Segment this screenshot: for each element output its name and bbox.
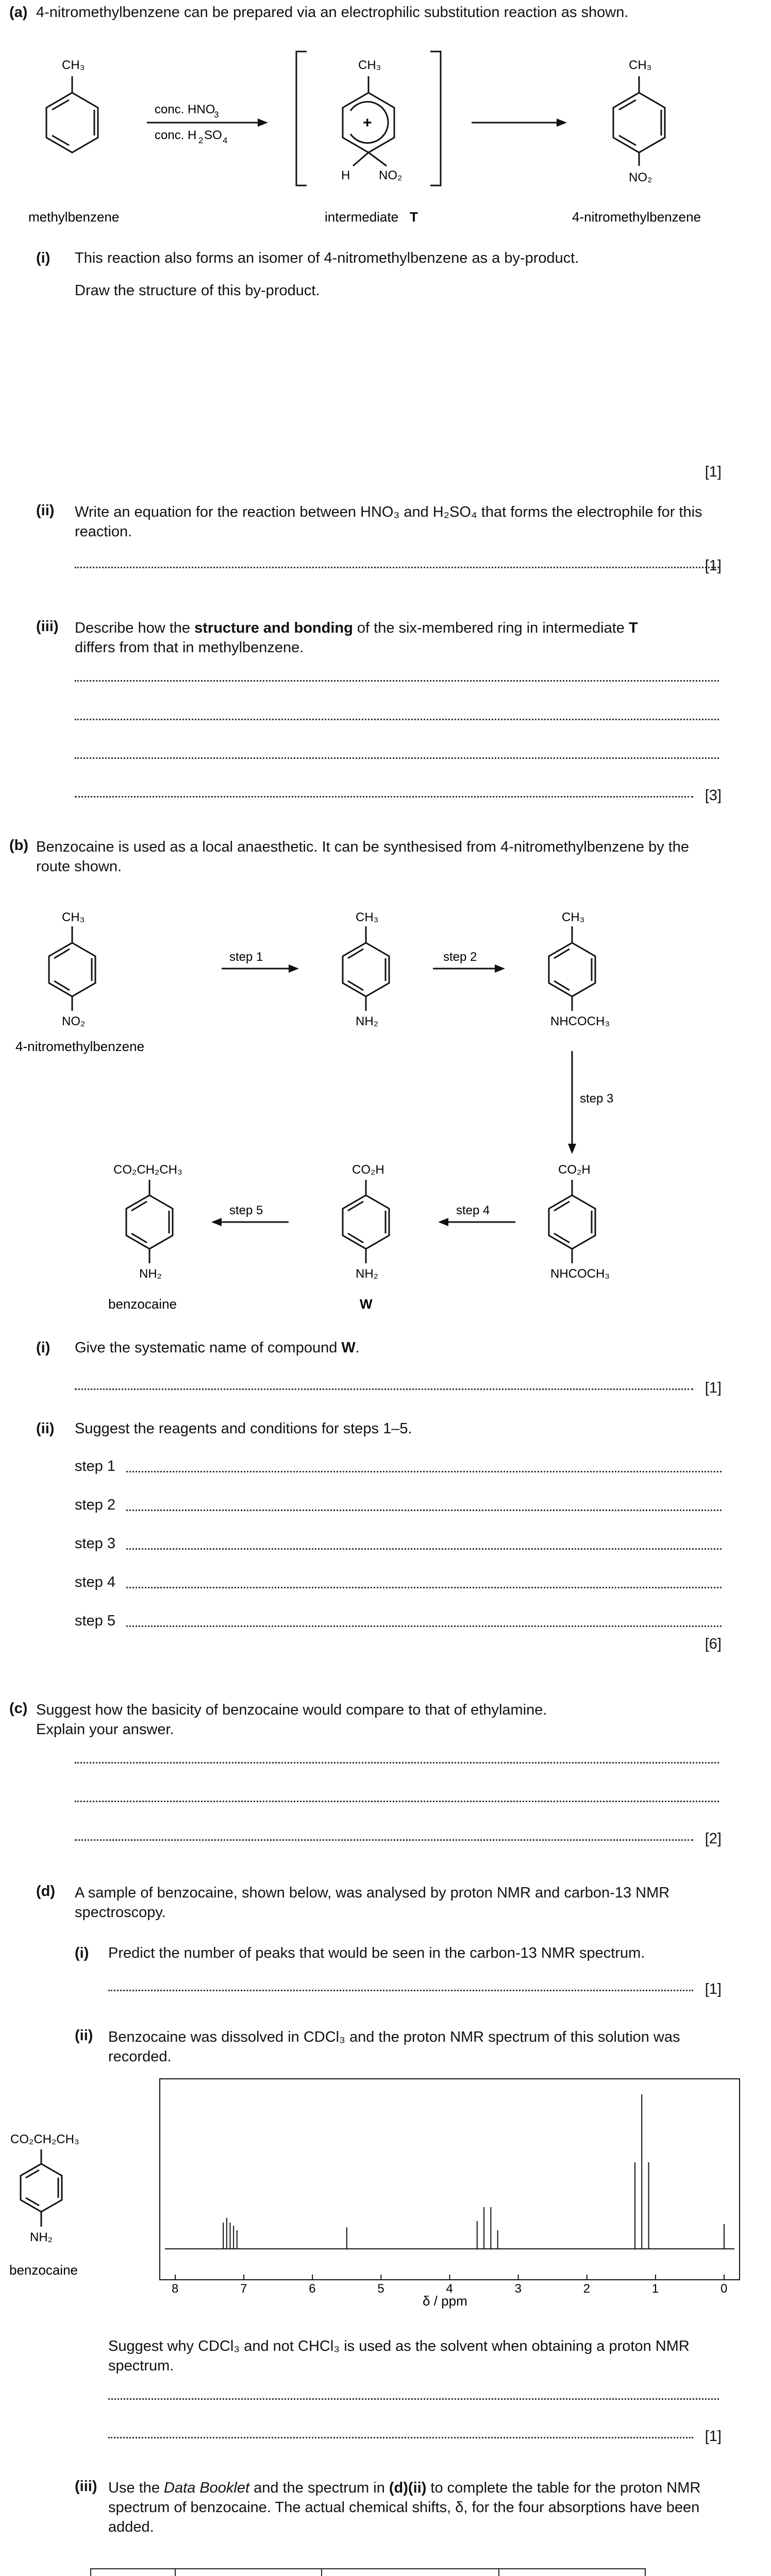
answer-line[interactable]	[75, 1839, 693, 1841]
nmr-xlabel: δ / ppm	[423, 2293, 467, 2309]
svg-text:NH₂: NH₂	[356, 1267, 378, 1281]
a-i-mark: [1]	[705, 464, 722, 480]
answer-line[interactable]	[75, 567, 719, 568]
answer-line[interactable]	[75, 680, 719, 682]
svg-text:4: 4	[223, 135, 228, 145]
plus-sign: +	[363, 114, 372, 131]
step-3-label: step 3	[580, 1092, 614, 1106]
step-4-line-label: step 4	[75, 1574, 115, 1590]
answer-line[interactable]	[108, 1990, 693, 1991]
step-1-label: step 1	[229, 950, 263, 964]
step-2-label: step 2	[443, 950, 477, 964]
svg-text:NO₂: NO₂	[629, 171, 652, 184]
d-i-text: Predict the number of peaks that would be seen in the carbon-13 NMR spectrum.	[108, 1945, 645, 1961]
svg-text:NH₂: NH₂	[356, 1014, 378, 1028]
svg-text:benzocaine: benzocaine	[108, 1296, 177, 1312]
answer-line[interactable]	[108, 2437, 693, 2438]
svg-text:NHCOCH₃: NHCOCH₃	[550, 1267, 610, 1281]
x-tick-label: 7	[240, 2282, 247, 2296]
part-a-intro: 4-nitromethylbenzene can be prepared via an electrophilic substitution reaction as shown.	[36, 4, 629, 21]
svg-text:CO₂CH₂CH₃: CO₂CH₂CH₃	[113, 1163, 182, 1177]
svg-text:CO₂H: CO₂H	[558, 1163, 591, 1177]
reagent-h2so4: conc. H	[155, 128, 197, 142]
svg-text:T: T	[410, 209, 418, 225]
x-tick-label: 8	[172, 2282, 179, 2296]
part-d-intro: A sample of benzocaine, shown below, was analysed by proton NMR and carbon-13 NMR spectroscopy.	[75, 1885, 670, 1921]
reagent-hno3: conc. HNO	[155, 103, 215, 116]
answer-line[interactable]	[126, 1587, 722, 1588]
svg-text:4-nitromethylbenzene: 4-nitromethylbenzene	[15, 1039, 145, 1054]
nmr-spectrum	[155, 2074, 747, 2316]
step-5-line-label: step 5	[75, 1613, 115, 1629]
svg-text:NHCOCH₃: NHCOCH₃	[550, 1014, 610, 1028]
svg-text:CH₃: CH₃	[356, 910, 379, 924]
nitromethylbenzene-structure	[613, 76, 665, 166]
a-iii-text: Describe how the structure and bonding of the six-membered ring in intermediate T differs from that in methylbenzene.	[75, 620, 638, 656]
step-3-line-label: step 3	[75, 1535, 115, 1552]
x-tick-label: 0	[720, 2282, 728, 2296]
name-nitromethylbenzene: 4-nitromethylbenzene	[572, 209, 701, 225]
table-header	[499, 2569, 645, 2576]
svg-text:benzocaine: benzocaine	[9, 2262, 78, 2278]
answer-line[interactable]	[75, 1762, 719, 1764]
svg-text:NH₂: NH₂	[30, 2230, 53, 2244]
part-a-label: (a)	[9, 4, 28, 21]
svg-text:W: W	[360, 1296, 373, 1312]
d-ii-text: Benzocaine was dissolved in CDCl₃ and the proton NMR spectrum of this solution was recorded.	[108, 2029, 680, 2065]
answer-line[interactable]	[126, 1548, 722, 1550]
nmr-table	[90, 2568, 646, 2576]
ch3-label-1: CH₃	[62, 58, 85, 72]
benzocaine-structure	[0, 2092, 134, 2313]
scheme-b	[0, 876, 771, 1340]
svg-text:H: H	[341, 168, 350, 182]
a-i-draw: Draw the structure of this by-product.	[75, 282, 320, 299]
table-header	[175, 2569, 322, 2576]
scheme-a	[0, 31, 771, 237]
svg-text:3: 3	[214, 110, 219, 120]
svg-text:NH₂: NH₂	[139, 1267, 162, 1281]
answer-line[interactable]	[75, 757, 719, 759]
svg-text:2: 2	[198, 135, 204, 145]
answer-line[interactable]	[75, 796, 693, 798]
methylbenzene-structure	[46, 76, 98, 152]
x-tick-label: 4	[446, 2282, 453, 2296]
svg-text:CO₂H: CO₂H	[352, 1163, 384, 1177]
spectrum-frame	[160, 2079, 740, 2280]
svg-text:CO₂CH₂CH₃: CO₂CH₂CH₃	[10, 2132, 79, 2146]
a-i-text: This reaction also forms an isomer of 4-nitromethylbenzene as a by-product.	[75, 250, 579, 266]
a-ii-text: Write an equation for the reaction between HNO₃ and H₂SO₄ that forms the electrophile for this reaction.	[75, 504, 702, 540]
part-b-intro: Benzocaine is used as a local anaesthetic. It can be synthesised from 4-nitromethylbenzene by the route shown.	[36, 839, 690, 875]
name-intermediate: intermediate	[325, 209, 399, 225]
answer-line[interactable]	[126, 1471, 722, 1472]
svg-text:NO₂: NO₂	[379, 168, 403, 182]
answer-line[interactable]	[108, 2398, 719, 2400]
step-2-line-label: step 2	[75, 1497, 115, 1513]
b-ii-text: Suggest the reagents and conditions for steps 1–5.	[75, 1420, 412, 1437]
name-methylbenzene: methylbenzene	[28, 209, 120, 225]
svg-text:SO: SO	[204, 128, 222, 142]
svg-text:CH₃: CH₃	[62, 910, 85, 924]
answer-line[interactable]	[126, 1510, 722, 1511]
answer-line[interactable]	[75, 719, 719, 720]
x-tick-label: 1	[651, 2282, 659, 2296]
x-tick-label: 6	[309, 2282, 316, 2296]
step-1-line-label: step 1	[75, 1458, 115, 1475]
b-i-text: Give the systematic name of compound W.	[75, 1340, 360, 1356]
step-5-label: step 5	[229, 1204, 263, 1217]
svg-text:CH₃: CH₃	[358, 58, 381, 72]
table-header	[322, 2569, 499, 2576]
x-tick-label: 5	[377, 2282, 384, 2296]
x-tick-label: 3	[514, 2282, 522, 2296]
step-4-label: step 4	[456, 1204, 490, 1217]
answer-line[interactable]	[75, 1801, 719, 1802]
d-ii-question: Suggest why CDCl₃ and not CHCl₃ is used as the solvent when obtaining a proton NMR spectrum.	[108, 2338, 690, 2374]
answer-line[interactable]	[75, 1388, 693, 1390]
svg-text:CH₃: CH₃	[562, 910, 585, 924]
svg-text:CH₃: CH₃	[629, 58, 652, 72]
x-tick-label: 2	[583, 2282, 591, 2296]
table-header	[91, 2569, 175, 2576]
d-iii-text: Use the Data Booklet and the spectrum in (d)(ii) to complete the table for the proton NMR spectrum of benzocaine. The actual chemical shifts, δ, for the four absorptions have been added.	[108, 2480, 701, 2535]
answer-line[interactable]	[126, 1625, 722, 1627]
part-c-text: Suggest how the basicity of benzocaine would compare to that of ethylamine. Explain your answer.	[36, 1702, 547, 1738]
svg-text:NO₂: NO₂	[62, 1014, 86, 1028]
